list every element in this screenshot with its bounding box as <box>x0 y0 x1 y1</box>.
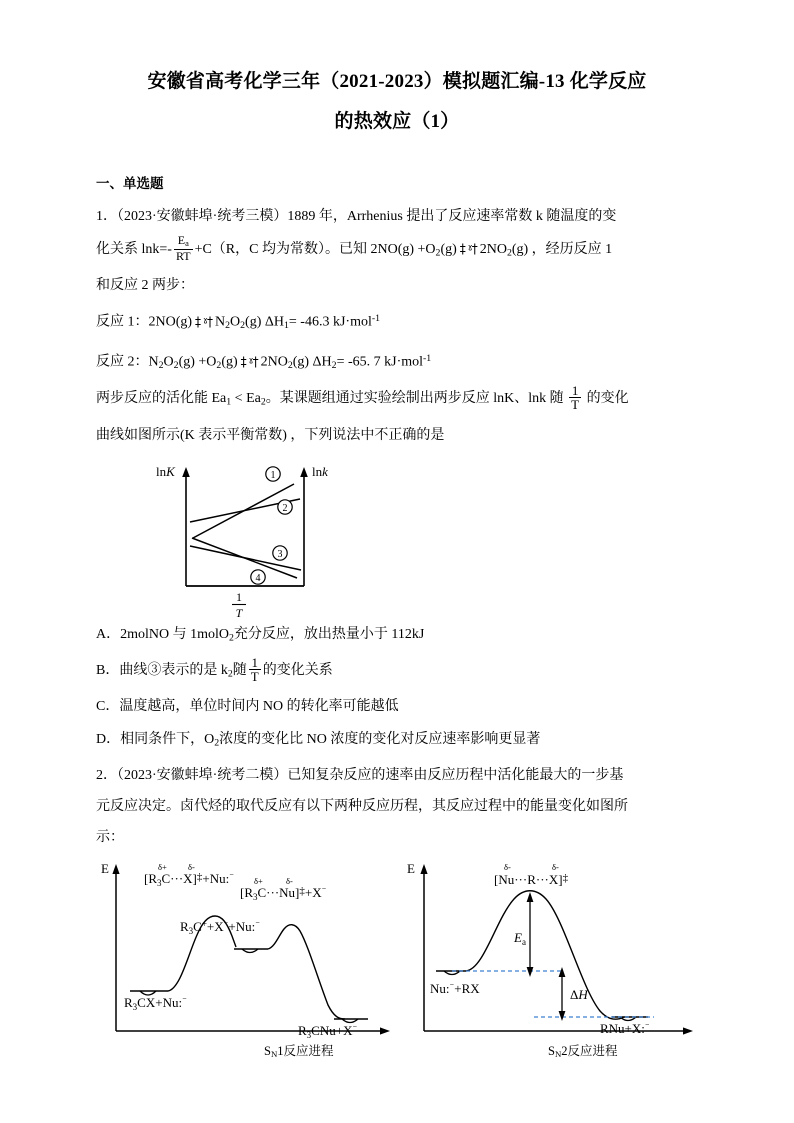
question-1-stem-line-3: 和反应 2 两步： <box>96 278 194 294</box>
equilibrium-arrow-icon: ‡ ˠ† <box>195 314 212 330</box>
r2-prod-state: (g) <box>292 354 310 370</box>
figure-1-svg <box>154 462 384 620</box>
lnk-text: 。某课题组通过实验绘制出两步反应 lnK、lnk 随 <box>265 391 568 407</box>
arrhenius-fraction <box>174 234 193 263</box>
sn2-caption <box>548 1041 618 1059</box>
sn2-reactant-label: Nu:⁻+RX <box>430 980 480 996</box>
reaction-2-label: 反应 2： <box>96 354 149 370</box>
svg-text:1: 1 <box>270 469 276 481</box>
sn1-ts2-hump <box>268 925 345 1019</box>
ea1-sub: 1 <box>226 396 232 408</box>
sn2-ts-delta-right: δ- <box>552 861 559 872</box>
sn2-ea-label: $E_a$ <box>514 929 526 947</box>
reaction-2-equation <box>96 342 698 382</box>
ea-subscript: a <box>185 238 189 248</box>
sn2-caption-rest: 2反应进程 <box>561 1043 618 1058</box>
figure-2-container <box>96 859 698 1074</box>
figure-1-container <box>96 462 698 620</box>
o2-state: (g) <box>440 242 457 257</box>
curve-label-2 <box>278 499 292 513</box>
option-b-text-1: 曲线③表示的是 k <box>119 663 228 678</box>
option-d-text-2: 浓度的变化比 NO 浓度的变化对反应速率影响更显著 <box>219 732 541 748</box>
option-b-frac-num: 1 <box>249 656 261 671</box>
figure-2-svg <box>96 859 698 1049</box>
q1-formula-mid: +C（R，C 均为常数）。已知 2NO(g) +O <box>194 242 436 257</box>
page-title <box>96 62 698 142</box>
one-over-t-fraction <box>569 384 581 412</box>
q1-formula-prefix: 化关系 lnk=- <box>96 242 172 257</box>
sn1-caption <box>264 1041 334 1059</box>
curve-label-4 <box>251 569 265 583</box>
question-2-stem-line-2: 元反应决定。卤代烃的取代反应有以下两种反应历程，其反应过程中的能量变化如图所 <box>96 798 628 814</box>
sn2-ea-arrow-down-icon <box>527 967 534 977</box>
option-c[interactable] <box>96 690 698 723</box>
sn1-y-axis-label: E <box>101 860 109 876</box>
r2-prod-sub: 2 <box>287 360 293 372</box>
q2-number: 2． <box>96 767 117 783</box>
lnk-vs-inverse-t-graph <box>154 462 384 620</box>
q2-text-1: 已知复杂反应的速率由反应历程中活化能最大的一步基 <box>287 767 624 783</box>
r2-dh-value: = -65. 7 kJ·mol <box>336 354 424 370</box>
r1-state: (g) <box>245 314 262 330</box>
rt-symbol: RT <box>175 248 191 263</box>
frac-num-one: 1 <box>569 384 581 399</box>
reaction-1-reactant: 2NO(g) <box>148 314 193 330</box>
q1-line2-end: (g) ，经历反应 1 <box>511 242 613 257</box>
ea-symbol: E <box>177 232 186 247</box>
q1-number: 1． <box>96 209 117 224</box>
sn1-caption-s: S <box>264 1043 271 1058</box>
r2-o2-sub: 2 <box>216 360 222 372</box>
curve-label-3 <box>273 545 287 559</box>
reaction-2-product: 2NO <box>260 354 288 370</box>
sn2-dh-label: ΔH <box>570 986 588 1002</box>
o2-subscript: 2 <box>435 247 441 259</box>
q1-stem-text: 1889 年，Arrhenius 提出了反应速率常数 k 随温度的变 <box>287 209 617 224</box>
reaction-1-product: N <box>214 314 226 330</box>
no2-subscript: 2 <box>506 247 512 259</box>
option-d-sub: 2 <box>214 737 220 749</box>
option-b-sub: 2 <box>227 668 233 680</box>
title-line-2: 的热效应（1） <box>334 111 460 132</box>
sn2-caption-n: N <box>554 1049 562 1060</box>
question-1-stem-line-2 <box>96 233 698 269</box>
sn2-caption-s: S <box>548 1043 555 1058</box>
sn2-ts-label: [Nu···R···X]‡ <box>494 871 569 887</box>
reaction-2-delta-h: ΔH <box>312 354 332 370</box>
sn1-ts1-delta-plus: δ+ <box>158 861 167 872</box>
question-1-stem-line-7: 曲线如图所示(K 表示平衡常数) ，下列说法中不正确的是 <box>96 427 445 443</box>
question-1-stem-line-6 <box>96 382 698 418</box>
equilibrium-arrow-icon: ‡ ˠ† <box>240 353 258 370</box>
equilibrium-arrow-icon: ‡ ˠ† <box>459 241 477 257</box>
line6-end: 的变化 <box>583 391 629 407</box>
sn2-y-axis-label: E <box>407 860 415 876</box>
sn1-ts2-delta-minus: δ- <box>286 875 293 886</box>
r2-dh-sup: -1 <box>423 353 432 365</box>
r2-sub-1: 2 <box>158 360 164 372</box>
curve-label-1 <box>266 466 280 480</box>
section-heading: 一、单选题 <box>96 176 164 191</box>
reaction-2-reactant: N <box>148 354 159 370</box>
sn2-x-axis-arrow-icon <box>683 1027 693 1034</box>
option-c-text: 温度越高，单位时间内 NO 的转化率可能越低 <box>119 699 399 715</box>
sn1-product-label: $R_3CNu+X^{^-}$ <box>298 1022 358 1040</box>
option-a-sub: 2 <box>229 632 234 643</box>
sn1-ts1-label: $[R_3C\cdot\cdot\cdot X]^\ddagger+Nu:^{^-}$ <box>144 870 234 888</box>
option-b-key: B． <box>96 663 120 678</box>
svg-text:4: 4 <box>255 572 261 584</box>
sn2-product-label: RNu+X:⁻ <box>600 1020 650 1036</box>
sn1-y-axis-arrow-icon <box>112 864 119 874</box>
option-b-frac-den: T <box>250 669 259 685</box>
sn1-caption-rest: 1反应进程 <box>277 1043 334 1058</box>
sn2-energy-diagram <box>407 861 693 1036</box>
left-axis-arrow-icon <box>182 467 190 477</box>
question-1-stem-line-1 <box>96 200 698 233</box>
r1-dh-value: = -46.3 kJ·mol <box>288 314 372 330</box>
r1-sub-2: 2 <box>240 320 246 332</box>
option-d-key: D． <box>96 732 121 748</box>
figure-1-x-axis-den: T <box>235 605 243 620</box>
sn2-y-axis-arrow-icon <box>420 864 427 874</box>
question-2-stem-line-3: 示： <box>96 829 124 845</box>
r2-sub-2: 2 <box>173 360 179 372</box>
r1-dh-sup: -1 <box>371 313 381 325</box>
sn1-intermediate-label: $R_3C^++X^{^-}+Nu:^{^-}$ <box>180 918 261 936</box>
svg-text:3: 3 <box>277 548 283 560</box>
reaction-1-label: 反应 1： <box>96 314 149 330</box>
option-a-text-2: 充分反应，放出热量小于 112kJ <box>233 626 425 642</box>
option-b-fraction <box>249 656 261 684</box>
sn2-transition-hump <box>466 891 624 1019</box>
q1-source: （2023·安徽蚌埠·统考三模） <box>117 209 288 224</box>
r1-o: O <box>230 314 241 330</box>
ea1-text: 两步反应的活化能 Ea <box>96 391 227 407</box>
right-axis-arrow-icon <box>300 467 308 477</box>
option-b-text-2: 随 <box>232 663 247 678</box>
r1-sub-1: 2 <box>225 320 231 332</box>
r2-dh-sub: 2 <box>331 360 337 372</box>
figure-1-y2-axis-label: lnk <box>312 463 328 479</box>
frac-den-t: T <box>571 397 580 413</box>
option-c-key: C． <box>96 699 120 715</box>
option-b-text-3: 的变化关系 <box>262 663 333 678</box>
sn1-caption-n: N <box>270 1049 278 1060</box>
figure-2-captions <box>96 1041 698 1065</box>
sn1-reactant-label: $R_3CX+Nu:^{^-}$ <box>124 994 187 1012</box>
option-a[interactable] <box>96 618 698 654</box>
sn1-ts2-label: $[R_3C\cdot\cdot\cdot Nu]^\ddagger+X^{^-}$ <box>240 884 327 902</box>
reaction-1-delta-h: ΔH <box>264 314 284 330</box>
sn2-ts-delta-left: δ- <box>504 861 511 872</box>
svg-text:2: 2 <box>282 502 288 514</box>
option-a-text-1: 2molNO 与 1molO <box>120 626 230 642</box>
option-a-key: A． <box>96 626 121 642</box>
question-2-stem-line-1 <box>96 760 698 791</box>
r1-dh-sub: 1 <box>284 320 289 332</box>
option-d-text-1: 相同条件下，O <box>120 732 215 748</box>
reaction-1-equation <box>96 302 698 342</box>
no2-product: 2NO <box>479 242 507 257</box>
ea-compare: < Ea <box>231 391 261 407</box>
sn1-x-axis-arrow-icon <box>380 1027 390 1034</box>
sn1-energy-diagram <box>101 861 390 1040</box>
figure-1-x-axis-num: 1 <box>236 589 242 604</box>
r2-state: (g) +O <box>178 354 217 370</box>
option-b[interactable] <box>96 654 698 690</box>
figure-1-y-axis-label: lnK <box>156 463 175 479</box>
sn1-ts1-delta-minus: δ- <box>188 861 195 872</box>
sn1-ts2-delta-plus: δ+ <box>254 875 263 886</box>
sn2-ea-arrow-up-icon <box>527 892 534 902</box>
sn2-dh-arrow-down-icon <box>559 1011 566 1021</box>
q2-source: （2023·安徽蚌埠·统考二模） <box>117 767 288 783</box>
r2-o: O <box>163 354 174 370</box>
r2-o2-state: (g) <box>221 354 238 370</box>
option-d[interactable] <box>96 723 698 759</box>
title-line-1: 安徽省高考化学三年（2021-2023）模拟题汇编-13 化学反应 <box>147 71 647 92</box>
sn2-dh-arrow-up-icon <box>559 967 566 977</box>
ea2-sub: 2 <box>260 396 266 408</box>
